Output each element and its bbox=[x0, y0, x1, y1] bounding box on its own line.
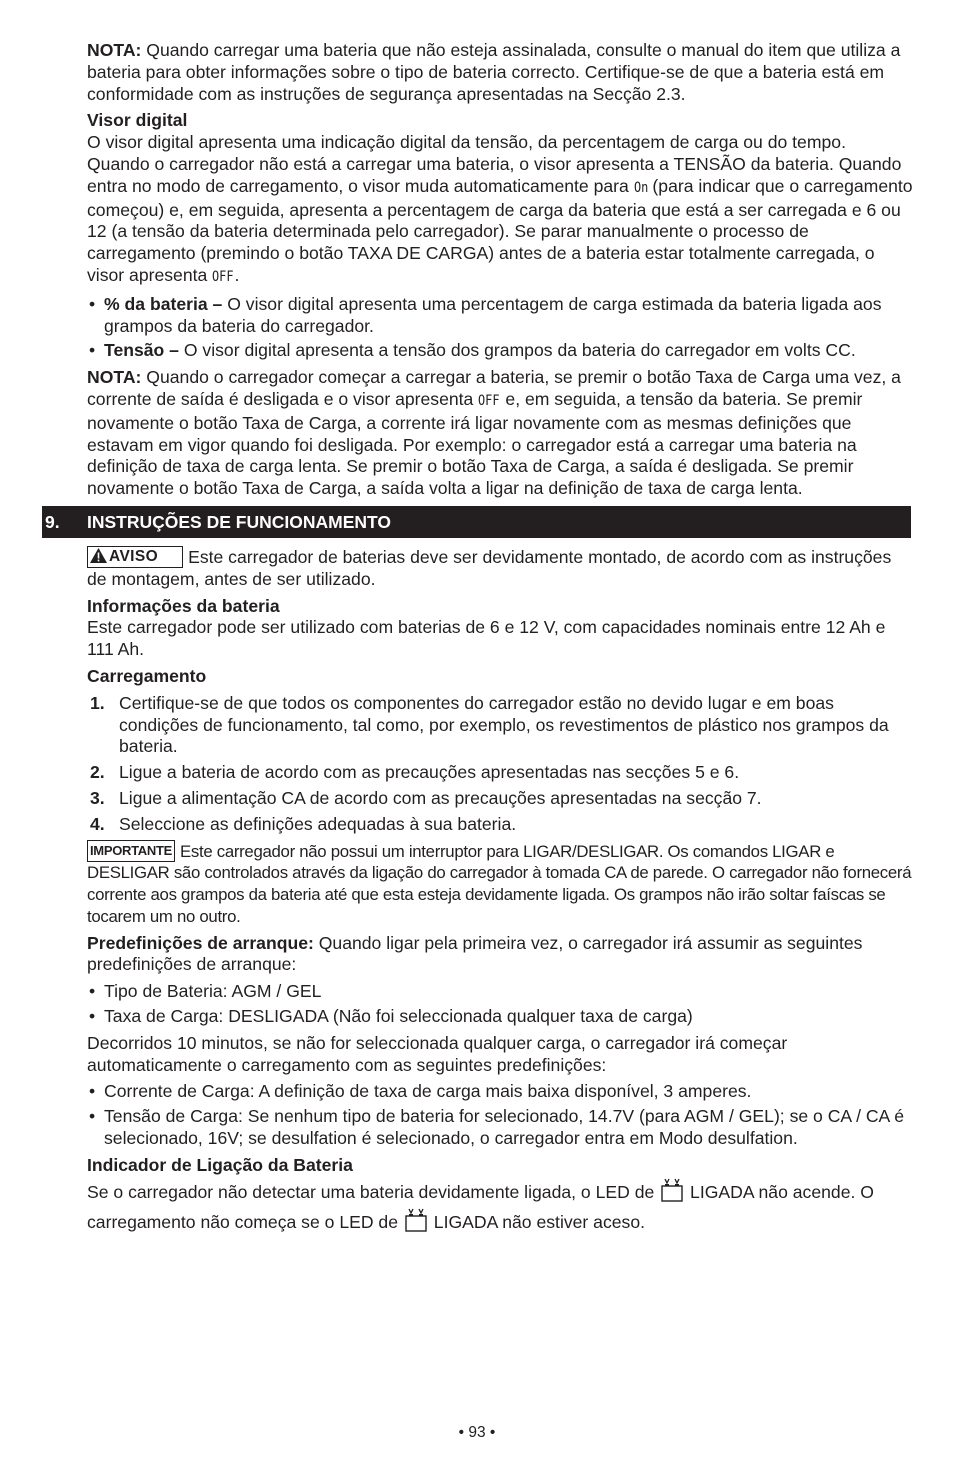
carregamento-heading: Carregamento bbox=[87, 665, 207, 686]
decorridos-paragraph: Decorridos 10 minutos, se não for seleccionada qualquer carga, o carregador irá começar automaticamente o carregamento com as seguintes predefinições: bbox=[87, 1032, 788, 1075]
predef-paragraph: Predefinições de arranque: Quando ligar pela primeira vez, o carregador irá assumir as seguintes predefinições de arranque: bbox=[87, 932, 863, 975]
list-item: • Tensão de Carga: Se nenhum tipo de bateria for selecionado, 14.7V (para AGM / GEL); se o CA / CA é selecionado, 16V; se desulfation é selecionado, o carregador entra em Modo desulfation. bbox=[89, 1106, 904, 1149]
list-item: 2. Ligue a bateria de acordo com as precauções apresentadas nas secções 5 e 6. bbox=[90, 762, 740, 783]
nota-paragraph-2: NOTA: Quando o carregador começar a carregar a bateria, se premir o botão Taxa de Carga uma vez, a corrente de saída é desligada e o visor apresenta OFF e, em seguida, a tensão da bateria. Se premir novamente o botão Taxa de Carga, a corrente irá ligar novamente com as mesmas definições que estavam em vigor quando foi desligada. Por exemplo: o carregador está a carregar uma bateria na definição de taxa de carga lenta. Se premir o botão Taxa de Carga, a saída é desligada. Se premir novamente o botão Taxa de Carga, a saída volta a ligar na definição de taxa de carga lenta. bbox=[87, 367, 901, 499]
page-number: • 93 • bbox=[458, 1424, 496, 1441]
warning-triangle-icon bbox=[90, 548, 107, 563]
lcd-off-glyph: OFF bbox=[478, 392, 500, 409]
battery-icon bbox=[661, 1178, 683, 1202]
list-item: • % da bateria – O visor digital apresenta uma percentagem de carga estimada da bateria ligada aos grampos da bateria do carregador. bbox=[89, 293, 882, 336]
battery-icon bbox=[405, 1208, 427, 1232]
visor-paragraph: O visor digital apresenta uma indicação digital da tensão, da percentagem de carga ou do tempo. Quando o carregador não está a carregar uma bateria, o visor apresenta a TENSÃO da bateria. Quando entra no modo de carregamento, o visor muda automaticamente para On (para indicar que o carregamento começou) e, em seguida, apresenta a percentagem de carga da bateria que está a ser carregada e 6 ou 12 (a tensão da bateria determinada pelo carregador). Se parar manualmente o processo de carregamento (premindo o botão TAXA DE CARGA) antes de a bateria estar totalmente carregada, o visor apresenta OFF. bbox=[87, 132, 913, 289]
indicador-heading: Indicador de Ligação da Bateria bbox=[87, 1154, 353, 1175]
nota-paragraph-1: NOTA: Quando carregar uma bateria que não esteja assinalada, consulte o manual do item que utiliza a bateria para obter informações sobre o tipo de bateria correcto. Certifique-se de que a bateria está em conformidade com as instruções de segurança apresentadas na Secção 2.3. bbox=[87, 40, 901, 104]
list-item: • Tensão – O visor digital apresenta a tensão dos grampos da bateria do carregador em volts CC. bbox=[89, 340, 856, 361]
importante-badge: IMPORTANTE bbox=[87, 840, 175, 862]
predef-bullet-list bbox=[87, 981, 913, 1028]
lcd-on-glyph: On bbox=[633, 179, 649, 196]
list-item: 1. Certifique-se de que todos os componentes do carregador estão no devido lugar e em boas condições de funcionamento, tal como, por exemplo, os revestimentos de plástico nos grampos da bateria. bbox=[90, 692, 889, 757]
carregamento-steps bbox=[87, 693, 913, 836]
info-bateria-paragraph: Este carregador pode ser utilizado com baterias de 6 e 12 V, com capacidades nominais entre 12 Ah e 111 Ah. bbox=[87, 617, 886, 660]
manual-page bbox=[45, 40, 913, 1237]
lcd-off-glyph: OFF bbox=[212, 268, 234, 285]
list-item: 4. Seleccione as definições adequadas à sua bateria. bbox=[90, 813, 517, 834]
aviso-paragraph: AVISO Este carregador de baterias deve ser devidamente montado, de acordo com as instruções de montagem, antes de ser utilizado. bbox=[87, 546, 892, 589]
aviso-badge: AVISO bbox=[87, 546, 183, 568]
indicador-paragraph: Se o carregador não detectar uma bateria devidamente ligada, o LED de LIGADA não acende. O carregamento não começa se o LED de LIGADA não estiver aceso. bbox=[87, 1177, 913, 1237]
info-bateria-heading: Informações da bateria bbox=[87, 595, 280, 616]
section-header-9: 9. INSTRUÇÕES DE FUNCIONAMENTO bbox=[42, 506, 911, 538]
visor-heading: Visor digital bbox=[87, 110, 188, 131]
list-item: • Corrente de Carga: A definição de taxa de carga mais baixa disponível, 3 amperes. bbox=[89, 1081, 752, 1102]
list-item: • Tipo de Bateria: AGM / GEL bbox=[89, 981, 322, 1002]
visor-bullet-list bbox=[87, 294, 913, 362]
list-item: 3. Ligue a alimentação CA de acordo com as precauções apresentadas na secção 7. bbox=[90, 787, 762, 808]
nota-label: NOTA: bbox=[87, 40, 142, 60]
importante-paragraph: IMPORTANTE Este carregador não possui um interruptor para LIGAR/DESLIGAR. Os comandos LIGAR e DESLIGAR são controlados através da ligação do carregador à tomada CA de parede. O carregador não fornecerá corrente aos grampos da bateria até que esta esteja devidamente ligada. Os grampos não irão soltar faíscas se tocarem um no outro. bbox=[87, 841, 912, 926]
decorridos-bullet-list bbox=[87, 1081, 913, 1149]
list-item: • Taxa de Carga: DESLIGADA (Não foi seleccionada qualquer taxa de carga) bbox=[89, 1006, 693, 1027]
